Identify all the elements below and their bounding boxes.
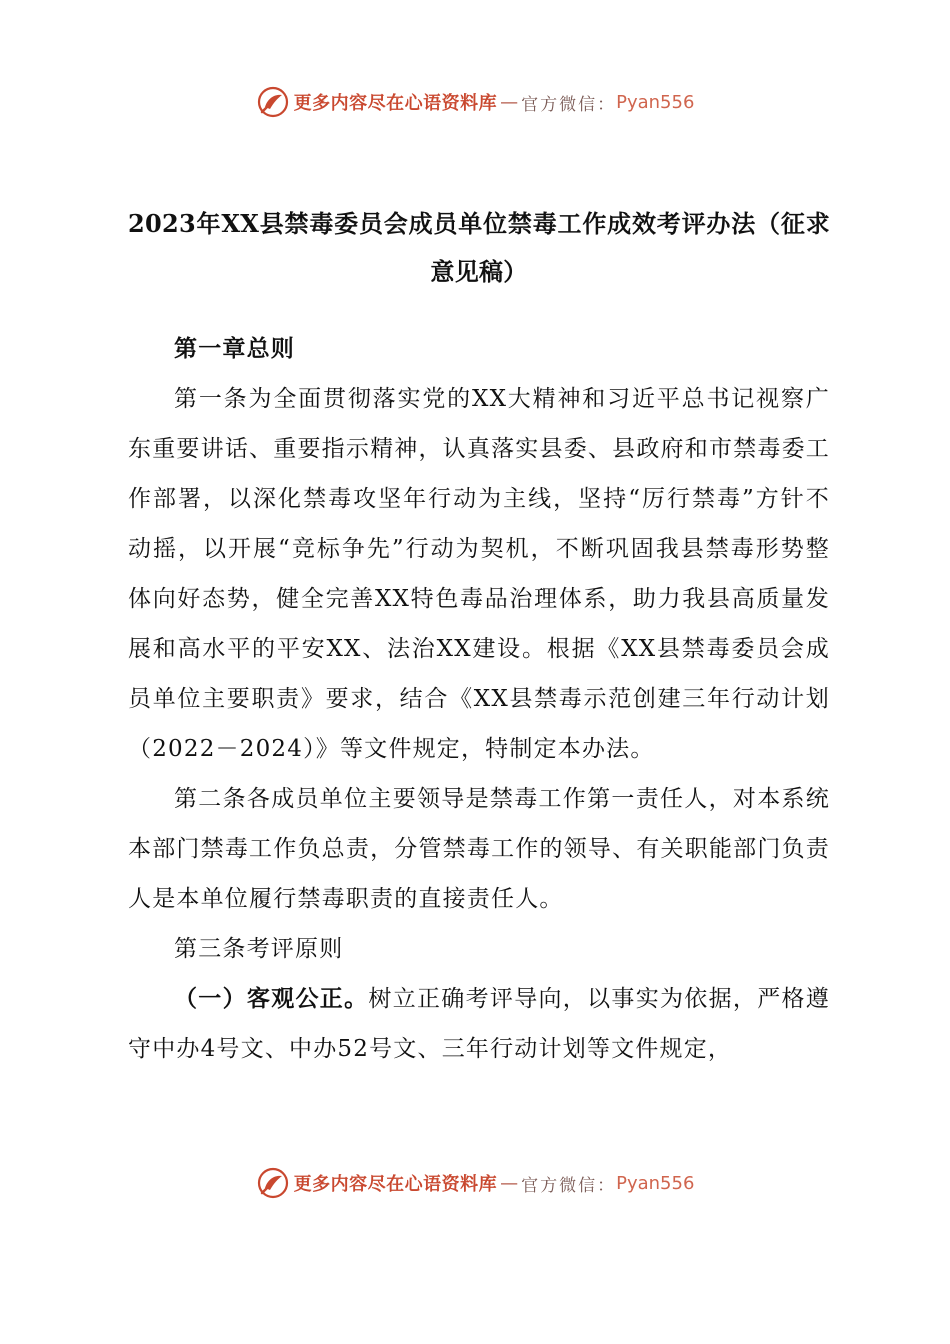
document-title: 2023年XX县禁毒委员会成员单位禁毒工作成效考评办法（征求意见稿） (128, 209, 830, 286)
footer-banner (0, 1163, 950, 1203)
banner-wechat-id: Pyan556 (616, 1172, 695, 1194)
banner-official-label: 官方微信： (521, 94, 617, 115)
principle-1-text: 树立正确考评导向，以事实为依据，严格遵守中办4号文、中办52号文、三年行动计划等文件规定， (128, 986, 830, 1062)
chapter-heading: 第一章总则 (174, 335, 295, 362)
logo-icon (256, 85, 290, 119)
banner-separator: — (500, 1172, 519, 1194)
banner-brand-text: 更多内容尽在心语资料库 (293, 93, 498, 114)
document-body (128, 324, 830, 1074)
banner-separator: — (500, 91, 519, 113)
principle-1 (128, 974, 830, 1074)
article-3-heading: 第三条考评原则 (174, 936, 344, 962)
logo-icon (256, 1166, 290, 1200)
banner-official-label: 官方微信： (521, 1175, 617, 1196)
banner-brand-text: 更多内容尽在心语资料库 (293, 1174, 498, 1195)
article-2: 第二条各成员单位主要领导是禁毒工作第一责任人，对本系统本部门禁毒工作负总责，分管禁毒工作的领导、有关职能部门负责人是本单位履行禁毒职责的直接责任人。 (128, 786, 830, 912)
principle-1-lead: （一）客观公正。 (174, 985, 369, 1012)
header-banner (0, 82, 950, 122)
banner-wechat-id: Pyan556 (616, 91, 695, 113)
article-1: 第一条为全面贯彻落实党的XX大精神和习近平总书记视察广东重要讲话、重要指示精神，认真落实县委、县政府和市禁毒委工作部署，以深化禁毒攻坚年行动为主线，坚持“厉行禁毒”方针不动摇，以开展“竞标争先”行动为契机，不断巩固我县禁毒形势整体向好态势，健全完善XX特色毒品治理体系，助力我县高质量发展和高水平的平安XX、法治XX建设。根据《XX县禁毒委员会成员单位主要职责》要求，结合《XX县禁毒示范创建三年行动计划（2022－2024）》等文件规定，特制定本办法。 (128, 386, 830, 762)
